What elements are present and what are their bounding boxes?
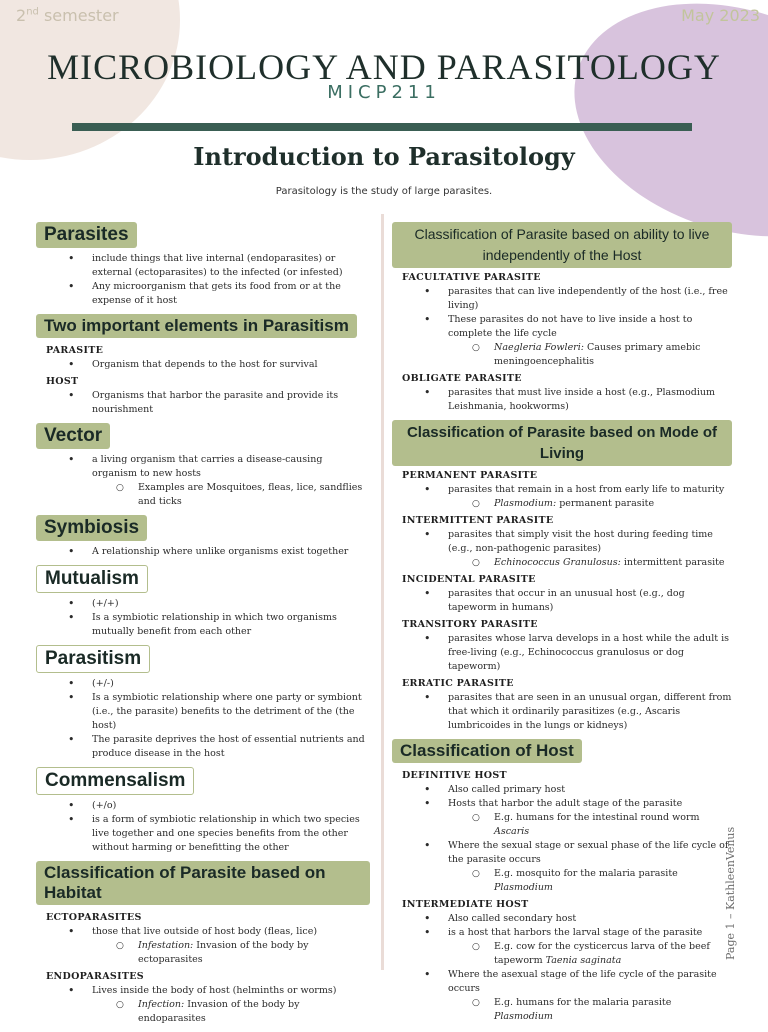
- term-obligate: OBLIGATE PARASITE: [402, 373, 522, 384]
- parasitism-list: [36, 677, 370, 761]
- list-item: • is a form of symbiotic relationship in which two species live together and one species benefits from the other without harming or benefitting the other: [36, 813, 370, 855]
- elements-section: [36, 314, 370, 417]
- host-list: [36, 389, 370, 417]
- intro-text: Parasitology is the study of large parasites.: [275, 186, 493, 197]
- section-title: Introduction to Parasitology: [193, 142, 575, 171]
- title-rule: [72, 123, 692, 131]
- sub-list-item: ○ Examples are Mosquitoes, fleas, lice, sandflies and ticks: [36, 481, 370, 509]
- list-item: • Also called primary host: [392, 783, 732, 797]
- term-endoparasites: ENDOPARASITES: [46, 971, 144, 982]
- list-item: • a living organism that carries a disease-causing organism to new hosts: [36, 453, 370, 481]
- vector-section: [36, 423, 370, 509]
- list-item: • Lives inside the body of host (helminths or worms): [36, 984, 370, 998]
- list-item: • Any microorganism that gets its food from or at the expense of it host: [36, 280, 370, 308]
- host-section: [392, 739, 732, 1024]
- list-item: • Is a symbiotic relationship in which two organisms mutually benefit from each other: [36, 611, 370, 639]
- term-incidental: INCIDENTAL PARASITE: [402, 574, 536, 585]
- mode-heading: Classification of Parasite based on Mode of Living: [392, 420, 732, 466]
- list-item: • (+/+): [36, 597, 370, 611]
- left-column: [36, 222, 370, 1032]
- intermittent-list: [392, 528, 732, 570]
- list-item: • Organisms that harbor the parasite and provide its nourishment: [36, 389, 370, 417]
- term-parasite: PARASITE: [46, 345, 104, 356]
- list-item: • parasites that occur in an unusual host (e.g., dog tapeworm in humans): [392, 587, 732, 615]
- erratic-list: [392, 691, 732, 733]
- page-label: Page 1 – KathleenVenus: [724, 826, 737, 960]
- permanent-list: [392, 483, 732, 511]
- commensalism-section: [36, 767, 370, 855]
- sub-list-item: ○ Plasmodium: permanent parasite: [392, 497, 732, 511]
- course-code: MICP211: [327, 82, 441, 103]
- parasites-heading: Parasites: [36, 222, 137, 248]
- habitat-section: [36, 861, 370, 1026]
- parasitism-heading: Parasitism: [36, 645, 150, 673]
- ecto-list: [36, 925, 370, 967]
- list-item: • is a host that harbors the larval stage of the parasite: [392, 926, 732, 940]
- page-title: MICROBIOLOGY AND PARASITOLOGY: [47, 47, 721, 87]
- mutualism-list: [36, 597, 370, 639]
- commensalism-list: [36, 799, 370, 855]
- parasites-list: [36, 252, 370, 308]
- list-item: • A relationship where unlike organisms exist together: [36, 545, 370, 559]
- obligate-list: [392, 386, 732, 414]
- host-heading: Classification of Host: [392, 739, 582, 763]
- list-item: • parasites that simply visit the host during feeding time (e.g., non-pathogenic parasites): [392, 528, 732, 556]
- vector-heading: Vector: [36, 423, 110, 449]
- endo-list: [36, 984, 370, 1026]
- list-item: • parasites that must live inside a host (e.g., Plasmodium Leishmania, hookworms): [392, 386, 732, 414]
- term-definitive: DEFINITIVE HOST: [402, 770, 507, 781]
- parasite-list: [36, 358, 370, 372]
- list-item: • Where the sexual stage or sexual phase of the life cycle of the parasite occurs: [392, 839, 732, 867]
- column-divider: [381, 214, 384, 970]
- ability-section: [392, 222, 732, 414]
- vector-list: [36, 453, 370, 509]
- list-item: • Is a symbiotic relationship where one party or symbiont (i.e., the parasite) benefits to the detriment of the (the host): [36, 691, 370, 733]
- term-intermittent: INTERMITTENT PARASITE: [402, 515, 554, 526]
- list-item: • (+/-): [36, 677, 370, 691]
- definitive-list: [392, 783, 732, 895]
- list-item: • The parasite deprives the host of essential nutrients and produce disease in the host: [36, 733, 370, 761]
- date-label: May 2023: [681, 6, 760, 25]
- term-transitory: TRANSITORY PARASITE: [402, 619, 538, 630]
- elements-heading: Two important elements in Parasitism: [36, 314, 357, 338]
- parasitism-section: [36, 645, 370, 761]
- symbiosis-heading: Symbiosis: [36, 515, 147, 541]
- term-facultative: FACULTATIVE PARASITE: [402, 272, 541, 283]
- sub-list-item: ○ Infestation: Invasion of the body by ectoparasites: [36, 939, 370, 967]
- symbiosis-section: [36, 515, 370, 559]
- term-erratic: ERRATIC PARASITE: [402, 678, 514, 689]
- mode-section: [392, 420, 732, 733]
- term-host: HOST: [46, 376, 79, 387]
- list-item: • Organism that depends to the host for survival: [36, 358, 370, 372]
- sub-list-item: ○ Echinococcus Granulosus: intermittent parasite: [392, 556, 732, 570]
- sub-list-item: ○ E.g. mosquito for the malaria parasite Plasmodium: [392, 867, 732, 895]
- sub-list-item: ○ E.g. cow for the cysticercus larva of the beef tapeworm Taenia saginata: [392, 940, 732, 968]
- commensalism-heading: Commensalism: [36, 767, 194, 795]
- intermediate-list: [392, 912, 732, 1024]
- semester-label: 2nd semester: [16, 6, 119, 25]
- list-item: • Hosts that harbor the adult stage of the parasite: [392, 797, 732, 811]
- symbiosis-list: [36, 545, 370, 559]
- facultative-list: [392, 285, 732, 369]
- sub-list-item: ○ E.g. humans for the intestinal round worm Ascaris: [392, 811, 732, 839]
- ability-heading: Classification of Parasite based on ability to live independently of the Host: [392, 222, 732, 268]
- sub-list-item: ○ Naegleria Fowleri: Causes primary amebic meningoencephalitis: [392, 341, 732, 369]
- mutualism-heading: Mutualism: [36, 565, 148, 593]
- incidental-list: [392, 587, 732, 615]
- term-intermediate: INTERMEDIATE HOST: [402, 899, 529, 910]
- list-item: • Where the asexual stage of the life cycle of the parasite occurs: [392, 968, 732, 996]
- parasites-section: [36, 222, 370, 308]
- sub-list-item: ○ Infection: Invasion of the body by endoparasites: [36, 998, 370, 1026]
- list-item: • (+/o): [36, 799, 370, 813]
- term-ectoparasites: ECTOPARASITES: [46, 912, 142, 923]
- habitat-heading: Classification of Parasite based on Habitat: [36, 861, 370, 905]
- sub-list-item: ○ E.g. humans for the malaria parasite Plasmodium: [392, 996, 732, 1024]
- list-item: • These parasites do not have to live inside a host to complete the life cycle: [392, 313, 732, 341]
- list-item: • parasites that remain in a host from early life to maturity: [392, 483, 732, 497]
- list-item: • parasites whose larva develops in a host while the adult is free-living (e.g., Echinococcus granulosus or dog tapeworm): [392, 632, 732, 674]
- list-item: • those that live outside of host body (fleas, lice): [36, 925, 370, 939]
- transitory-list: [392, 632, 732, 674]
- term-permanent: PERMANENT PARASITE: [402, 470, 538, 481]
- right-column: [392, 222, 732, 1030]
- list-item: • Also called secondary host: [392, 912, 732, 926]
- list-item: • parasites that are seen in an unusual organ, different from that which it ordinarily parasitizes (e.g., Ascaris lumbricoides in the lungs or kidneys): [392, 691, 732, 733]
- list-item: • include things that live internal (endoparasites) or external (ectoparasites) to the infected (or infested): [36, 252, 370, 280]
- list-item: • parasites that can live independently of the host (i.e., free living): [392, 285, 732, 313]
- mutualism-section: [36, 565, 370, 639]
